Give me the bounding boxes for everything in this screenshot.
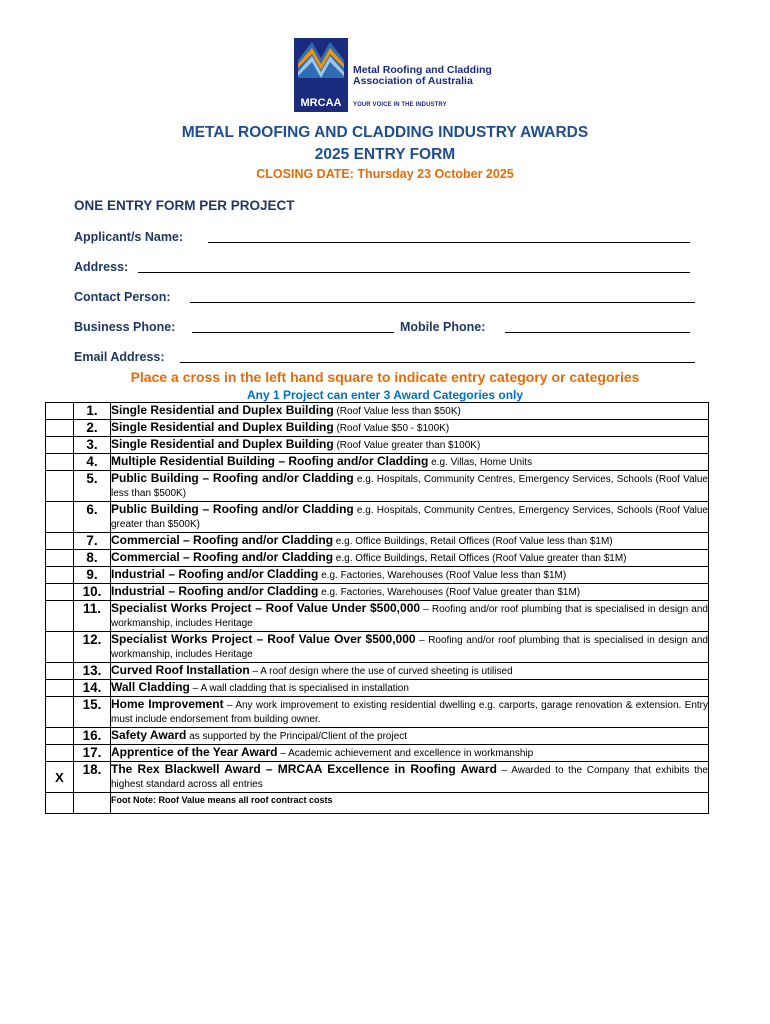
closing-date: CLOSING DATE: Thursday 23 October 2025 bbox=[256, 167, 514, 181]
category-checkbox[interactable] bbox=[46, 502, 74, 533]
mrcaa-logo bbox=[294, 38, 492, 112]
contact-person-label: Contact Person: bbox=[74, 290, 171, 304]
category-name: Wall Cladding bbox=[111, 680, 190, 694]
category-row bbox=[46, 632, 709, 663]
category-name: The Rex Blackwell Award – MRCAA Excellence in Roofing Award bbox=[111, 762, 497, 776]
category-checkbox[interactable] bbox=[46, 403, 74, 420]
category-row bbox=[46, 697, 709, 728]
category-checkbox[interactable] bbox=[46, 697, 74, 728]
category-row bbox=[46, 728, 709, 745]
category-detail: – Roofing and/or roof plumbing that is specialised in design and workmanship, includes Heritage bbox=[111, 635, 708, 660]
category-checkbox[interactable] bbox=[46, 632, 74, 663]
category-row bbox=[46, 663, 709, 680]
category-checkbox[interactable] bbox=[46, 601, 74, 632]
category-number: 7. bbox=[74, 533, 111, 550]
category-name: Specialist Works Project – Roof Value Under $500,000 bbox=[111, 601, 421, 615]
category-detail: (Roof Value less than $50K) bbox=[333, 406, 461, 417]
category-checkbox[interactable] bbox=[46, 550, 74, 567]
applicant-label: Applicant/s Name: bbox=[74, 230, 184, 244]
category-checkbox[interactable] bbox=[46, 420, 74, 437]
category-name: Home Improvement bbox=[111, 697, 224, 711]
category-detail: e.g. Hospitals, Community Centres, Emergency Services, Schools (Roof Value greater than $500K) bbox=[111, 505, 708, 530]
category-number: 8. bbox=[74, 550, 111, 567]
category-checkbox[interactable] bbox=[46, 533, 74, 550]
address-label: Address: bbox=[74, 260, 129, 274]
category-checkbox[interactable] bbox=[46, 728, 74, 745]
category-row bbox=[46, 550, 709, 567]
org-name: Metal Roofing and Cladding Association of Australia bbox=[353, 64, 492, 87]
category-row bbox=[46, 567, 709, 584]
mobile-phone-label: Mobile Phone: bbox=[400, 320, 486, 334]
category-row bbox=[46, 471, 709, 502]
category-detail: e.g. Factories, Warehouses (Roof Value greater than $1M) bbox=[318, 587, 581, 598]
category-detail: e.g. Office Buildings, Retail Offices (Roof Value less than $1M) bbox=[333, 536, 613, 547]
category-checkbox[interactable] bbox=[46, 663, 74, 680]
category-number: 11. bbox=[74, 601, 111, 632]
category-name: Multiple Residential Building – Roofing and/or Cladding bbox=[111, 454, 429, 468]
category-detail: – A roof design where the use of curved sheeting is utilised bbox=[249, 666, 513, 677]
logo-abbreviation: MRCAA bbox=[300, 97, 342, 109]
category-detail: e.g. Factories, Warehouses (Roof Value less than $1M) bbox=[318, 570, 567, 581]
category-detail: e.g. Office Buildings, Retail Offices (Roof Value greater than $1M) bbox=[333, 553, 627, 564]
email-field[interactable] bbox=[180, 362, 695, 363]
mrcaa-logo-mark bbox=[294, 38, 348, 112]
entry-instruction: Place a cross in the left hand square to indicate entry category or categories bbox=[130, 369, 640, 385]
email-label: Email Address: bbox=[74, 350, 165, 364]
category-detail: – Academic achievement and excellence in workmanship bbox=[277, 748, 534, 759]
form-subtitle: 2025 ENTRY FORM bbox=[314, 146, 456, 163]
section-heading: ONE ENTRY FORM PER PROJECT bbox=[74, 198, 295, 213]
category-detail: – Roofing and/or roof plumbing that is specialised in design and workmanship, includes Heritage bbox=[111, 604, 708, 629]
category-number: 18. bbox=[74, 762, 111, 793]
category-row bbox=[46, 454, 709, 471]
category-name: Specialist Works Project – Roof Value Over $500,000 bbox=[111, 632, 416, 646]
category-detail: e.g. Hospitals, Community Centres, Emergency Services, Schools (Roof Value less than $500K) bbox=[111, 474, 708, 499]
category-checkbox[interactable] bbox=[46, 584, 74, 601]
category-detail: (Roof Value $50 - $100K) bbox=[333, 423, 450, 434]
address-field[interactable] bbox=[138, 272, 690, 273]
category-number: 2. bbox=[74, 420, 111, 437]
applicant-name-field[interactable] bbox=[208, 242, 690, 243]
category-name: Curved Roof Installation bbox=[111, 663, 250, 677]
category-row bbox=[46, 601, 709, 632]
category-row bbox=[46, 745, 709, 762]
category-detail: e.g. Villas, Home Units bbox=[428, 457, 533, 468]
category-row bbox=[46, 762, 709, 793]
category-name: Commercial – Roofing and/or Cladding bbox=[111, 550, 334, 564]
category-detail: – A wall cladding that is specialised in installation bbox=[189, 683, 409, 694]
category-checkbox[interactable] bbox=[46, 437, 74, 454]
category-checkbox[interactable] bbox=[46, 471, 74, 502]
form-title: METAL ROOFING AND CLADDING INDUSTRY AWARDS bbox=[181, 124, 589, 141]
category-row bbox=[46, 502, 709, 533]
category-number: 1. bbox=[74, 403, 111, 420]
category-number: 6. bbox=[74, 502, 111, 533]
category-number: 10. bbox=[74, 584, 111, 601]
category-name: Industrial – Roofing and/or Cladding bbox=[111, 584, 319, 598]
category-name: Single Residential and Duplex Building bbox=[111, 420, 334, 434]
category-row bbox=[46, 533, 709, 550]
org-tagline: YOUR VOICE IN THE INDUSTRY bbox=[353, 102, 447, 108]
category-detail: as supported by the Principal/Client of the project bbox=[186, 731, 408, 742]
category-number: 16. bbox=[74, 728, 111, 745]
category-name: Industrial – Roofing and/or Cladding bbox=[111, 567, 319, 581]
category-checkbox[interactable] bbox=[46, 680, 74, 697]
category-name: Commercial – Roofing and/or Cladding bbox=[111, 533, 334, 547]
category-number: 14. bbox=[74, 680, 111, 697]
footnote-row bbox=[46, 793, 709, 814]
category-row bbox=[46, 403, 709, 420]
category-checkbox[interactable] bbox=[46, 745, 74, 762]
category-number: 15. bbox=[74, 697, 111, 728]
category-detail: (Roof Value greater than $100K) bbox=[333, 440, 481, 451]
category-number: 12. bbox=[74, 632, 111, 663]
category-name: Public Building – Roofing and/or Cladding bbox=[111, 502, 354, 516]
category-detail: – Any work improvement to existing residential dwelling e.g. carports, garage renovation & extension. Entry must include endorsement from building owner. bbox=[111, 700, 708, 725]
business-phone-field[interactable] bbox=[192, 332, 394, 333]
footnote-empty-cell bbox=[46, 793, 74, 814]
category-row bbox=[46, 584, 709, 601]
category-row bbox=[46, 680, 709, 697]
category-checkbox[interactable] bbox=[46, 567, 74, 584]
footnote: Foot Note: Roof Value means all roof contract costs bbox=[111, 795, 333, 805]
footnote-empty-cell bbox=[74, 793, 111, 814]
category-name: Single Residential and Duplex Building bbox=[111, 437, 334, 451]
category-row bbox=[46, 437, 709, 454]
category-name: Single Residential and Duplex Building bbox=[111, 403, 334, 417]
business-phone-label: Business Phone: bbox=[74, 320, 176, 334]
category-name: Safety Award bbox=[111, 728, 187, 742]
category-checkbox[interactable]: X bbox=[46, 762, 74, 793]
category-detail: – Awarded to the Company that exhibits the highest standard across all entries bbox=[111, 765, 708, 790]
category-number: 4. bbox=[74, 454, 111, 471]
category-name: Apprentice of the Year Award bbox=[111, 745, 278, 759]
category-number: 5. bbox=[74, 471, 111, 502]
category-row bbox=[46, 420, 709, 437]
category-number: 17. bbox=[74, 745, 111, 762]
award-categories-table bbox=[45, 402, 709, 814]
category-checkbox[interactable] bbox=[46, 454, 74, 471]
category-name: Public Building – Roofing and/or Cladding bbox=[111, 471, 354, 485]
contact-person-field[interactable] bbox=[190, 302, 695, 303]
entry-limit-note: Any 1 Project can enter 3 Award Categories only bbox=[246, 388, 524, 402]
mobile-phone-field[interactable] bbox=[505, 332, 690, 333]
category-number: 13. bbox=[74, 663, 111, 680]
category-number: 3. bbox=[74, 437, 111, 454]
category-number: 9. bbox=[74, 567, 111, 584]
